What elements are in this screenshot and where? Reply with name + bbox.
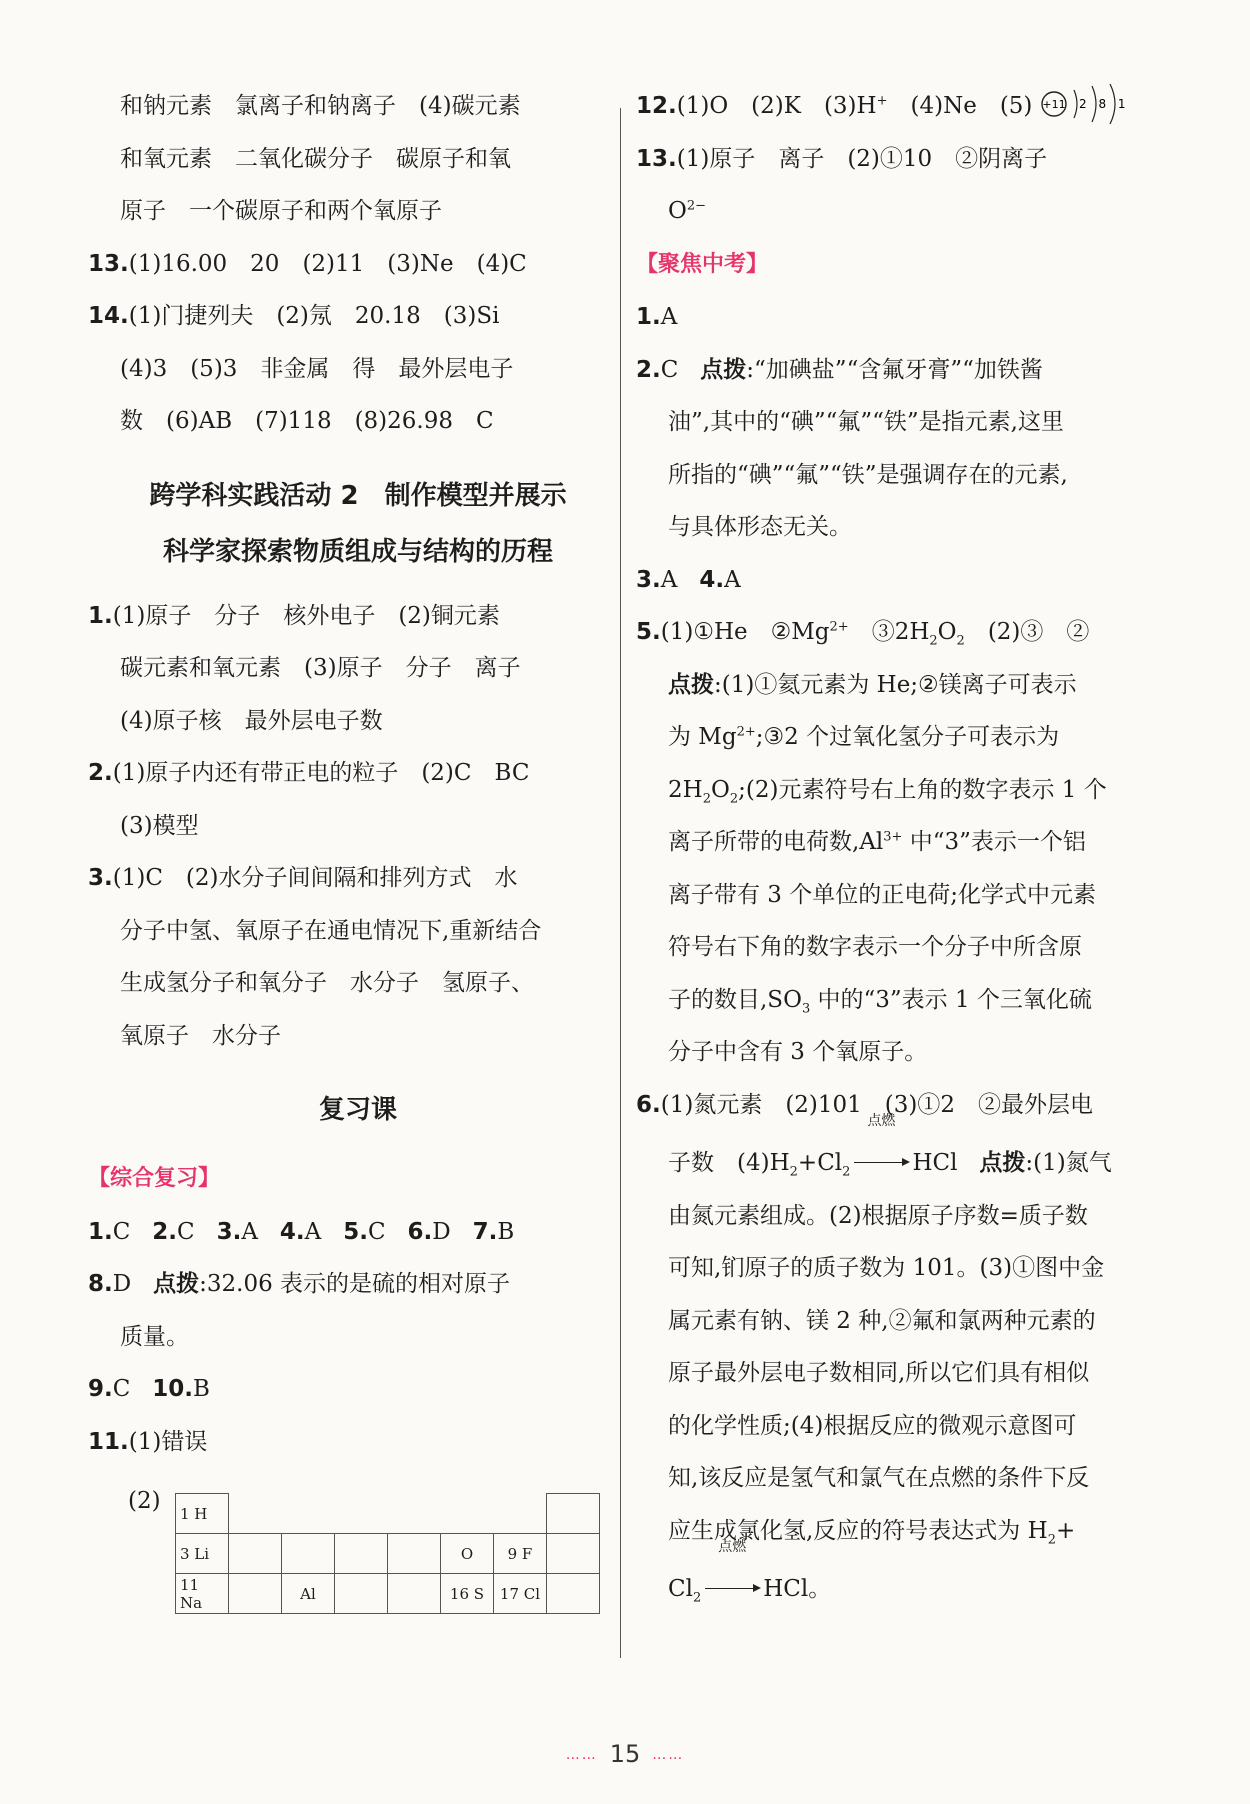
empty-cell (388, 1494, 441, 1534)
element-cell (547, 1534, 600, 1574)
answer-text: B (193, 1376, 210, 1402)
text-line: $2H_2O_2;(2)$元素符号右上角的数字表示 1 个 (668, 776, 1107, 807)
answer-text: C (177, 1218, 195, 1245)
review-title: 复习课 (318, 1095, 397, 1125)
atom-structure-icon (1040, 84, 1136, 124)
hint-label: 点拨 (668, 670, 714, 698)
question-number: 1. (88, 1218, 113, 1245)
answer-text: (1)O (2)K (3)H (676, 93, 877, 119)
hint-text: :“加碘盐”“含氟牙膏”“加铁酱 (746, 356, 1043, 383)
answer-text: HCl (912, 1150, 958, 1176)
answer-text: D (112, 1271, 132, 1297)
text-line: 所指的“碘”“氟”“铁”是强调存在的元素, (668, 461, 1068, 488)
question-number: 12. (636, 93, 677, 119)
focus-answers-3-4 (636, 554, 1166, 607)
answer-text: A (660, 566, 678, 593)
hint-label: 点拨 (153, 1270, 200, 1297)
answer-text: (1)C (2)水分子间间隔和排列方式 水 (112, 865, 518, 891)
answer-text: C (112, 1376, 131, 1402)
text-line: 生成氢分子和氧分子 水分子 氢原子、 (120, 970, 534, 996)
question-number: 3. (216, 1218, 242, 1245)
review-tag: 【综合复习】 (88, 1166, 221, 1191)
answer-text: ③2H (848, 619, 930, 645)
text-line: (4)原子核 最外层电子数 (120, 707, 383, 734)
question-number: 13. (88, 250, 129, 277)
focus-answer-2 (636, 344, 1166, 397)
hint-label: 点拨 (700, 355, 747, 383)
answer-text: (1)门捷列夫 (2)氖 20.18 (3)Si (128, 303, 500, 329)
text-line: 分子中含有 3 个氧原子。 (668, 1039, 928, 1065)
text-line (636, 711, 1166, 764)
text-line (636, 816, 1166, 869)
text-line: 数 (6)AB (7)118 (8)26.98 C (120, 408, 494, 434)
hint-text: O (710, 776, 730, 803)
superscript: 3+ (883, 829, 903, 845)
svg-text:+11: +11 (1042, 98, 1066, 111)
element-cell: Al (282, 1574, 335, 1614)
element-cell: 16 S (441, 1574, 494, 1614)
element-cell: 9 F (494, 1534, 547, 1574)
answer-text: (1)原子 离子 (2)①10 ②阴离子 (676, 145, 1048, 172)
question-number: 2. (636, 356, 661, 383)
text-line (636, 185, 1166, 238)
text-line: $Cl_2$ 点燃 HCl。 (636, 1557, 1166, 1616)
element-cell (229, 1534, 282, 1574)
empty-cell (282, 1494, 335, 1534)
hint-text: 离子所带的电荷数,Al (668, 829, 884, 855)
question-number: 4. (279, 1218, 305, 1245)
text-line: (4)3 (5)3 非金属 得 最外层电子 (120, 355, 514, 382)
question-number: 5. (636, 619, 661, 645)
question-number: 3. (636, 566, 661, 593)
question-number: 1. (88, 602, 113, 629)
hint-text: Cl (668, 1576, 693, 1602)
text-line: 子数 $(4)H_2+Cl_2$ 点燃 HCl 点拨:(1)氮气 (636, 1131, 1166, 1190)
answer-text: (2)③ ② (964, 619, 1090, 645)
review-answer-8 (88, 1258, 628, 1311)
answer-text: +Cl (797, 1150, 843, 1176)
answer-text: A (724, 566, 741, 593)
question-number: 3. (88, 865, 113, 891)
answer-text: (4)Ne (5) (887, 93, 1033, 119)
footer-dots-left: …… (565, 1747, 598, 1763)
answer-text: (1)①He ②Mg (660, 619, 830, 645)
periodic-table-fragment (175, 1493, 600, 1614)
review-answer-11 (88, 1416, 628, 1469)
answer-13 (88, 238, 628, 291)
hint-text: 为 Mg (668, 724, 737, 750)
element-cell (335, 1574, 388, 1614)
element-cell (229, 1574, 282, 1614)
right-column (636, 80, 1166, 1616)
answer-text: C (367, 1218, 386, 1245)
question-number: 4. (699, 566, 725, 593)
section-tag (636, 238, 1166, 292)
empty-cell (494, 1494, 547, 1534)
element-cell (282, 1534, 335, 1574)
element-cell: 17 Cl (494, 1574, 547, 1614)
text-line: 的化学性质;(4)根据反应的微观示意图可 (668, 1412, 1077, 1439)
question-number: 11. (88, 1428, 129, 1455)
text-line: 子的数目$,SO_3$ 中的“3”表示 1 个三氧化硫 (668, 986, 1092, 1017)
formula: O (668, 198, 687, 224)
text-line: 碳元素和氧元素 (3)原子 分子 离子 (120, 655, 521, 681)
hint-text: 2H (668, 776, 703, 803)
answer-text: O (937, 619, 957, 645)
element-cell: 3 Li (176, 1534, 229, 1574)
activity-answer-1 (88, 590, 628, 643)
focus-answer-5: 5.(1)①He $②Mg^{2+}$ $③2H_2O_2$ (2)③ ② (636, 619, 1090, 649)
question-number: 6. (407, 1218, 433, 1245)
hint-text: ;(2)元素符号右上角的数字表示 1 个 (738, 776, 1107, 803)
answer-text: D (432, 1218, 451, 1245)
text-line: 氧原子 水分子 (120, 1022, 281, 1049)
question-number: 14. (88, 303, 129, 329)
svg-text:2 8 1: 2 8 1 (1078, 97, 1126, 111)
text-line: 与具体形态无关。 (668, 514, 852, 540)
answer-text: A (241, 1218, 258, 1245)
reaction-arrow (852, 1113, 910, 1190)
text-line: 和氧元素 二氧化碳分子 碳原子和氧 (120, 145, 511, 172)
question-number: 7. (472, 1218, 498, 1245)
text-line: 由氮元素组成。(2)根据原子序数=质子数 (668, 1202, 1088, 1229)
text-line: 符号右下角的数字表示一个分子中所含原 (668, 934, 1082, 960)
hint-text: 中的“3”表示 1 个三氧化硫 (810, 986, 1092, 1013)
hint-text: ;③2 个过氧化氢分子可表示为 (755, 724, 1060, 750)
superscript: 2− (686, 198, 707, 214)
answer-text: B (497, 1218, 515, 1245)
text-line: 可知,钔原子的质子数为 101。(3)①图中金 (668, 1255, 1105, 1281)
left-column (88, 80, 628, 1468)
hint-text: 子的数目,SO (668, 986, 802, 1013)
section-tag (88, 1152, 628, 1206)
question-number: 6. (636, 1091, 661, 1118)
page-number: 15 (609, 1740, 641, 1768)
page-footer (0, 1740, 1250, 1768)
question-number: 10. (152, 1376, 194, 1402)
activity-answer-3 (88, 852, 628, 905)
activity-subtitle: 科学家探索物质组成与结构的历程 (162, 536, 553, 567)
question-number: 8. (88, 1271, 113, 1297)
element-cell (547, 1494, 600, 1534)
text-line: 原子 一个碳原子和两个氧原子 (120, 198, 442, 224)
text-line: 分子中氢、氧原子在通电情况下,重新结合 (120, 917, 542, 944)
text-line: 油”,其中的“碘”“氟”“铁”是指元素,这里 (668, 409, 1064, 435)
hint-text: :(1)氮气 (1025, 1150, 1112, 1176)
hint-text: :(1)①氦元素为 He;②镁离子可表示 (714, 671, 1077, 698)
answer-text: C (660, 356, 679, 383)
question-number: 2. (88, 760, 113, 786)
reaction-arrow (703, 1539, 761, 1616)
footer-dots-right: …… (652, 1747, 685, 1763)
text-line: 属元素有钠、镁 2 种,②氟和氯两种元素的 (668, 1307, 1096, 1334)
question-number: 9. (88, 1376, 113, 1402)
element-cell (388, 1574, 441, 1614)
superscript: + (876, 93, 888, 109)
reaction-condition: 点燃 (867, 1113, 896, 1129)
text-line (636, 659, 1166, 712)
text-line: 质量。 (120, 1323, 189, 1350)
sub-question-label: (2) (128, 1488, 161, 1514)
answer-text: (1)原子内还有带正电的粒子 (2)C BC (112, 760, 530, 786)
answer-13-right (636, 133, 1166, 186)
hint-text: :32.06 表示的是硫的相对原子 (199, 1271, 511, 1297)
text-line: (3)模型 (120, 812, 199, 839)
question-number: 2. (152, 1218, 178, 1245)
answer-12 (636, 80, 1166, 133)
activity-title: 跨学科实践活动 2 制作模型并展示 (149, 480, 567, 511)
focus-answer-1 (636, 291, 1166, 344)
element-cell (335, 1534, 388, 1574)
answer-14 (88, 290, 628, 343)
text-line: 知,该反应是氢气和氯气在点燃的条件下反 (668, 1465, 1090, 1491)
empty-cell (441, 1494, 494, 1534)
empty-cell (229, 1494, 282, 1534)
text-line: 原子最外层电子数相同,所以它们具有相似 (668, 1360, 1090, 1386)
answer-text: (1)原子 分子 核外电子 (2)铜元素 (112, 602, 500, 629)
empty-cell (335, 1494, 388, 1534)
answer-text: A (660, 304, 678, 330)
answer-text: A (304, 1218, 322, 1245)
answer-text: C (112, 1218, 131, 1245)
answer-text: (1)氮元素 (2)101 (3)①2 ②最外层电 (660, 1091, 1094, 1118)
question-number: 13. (636, 145, 677, 172)
text-line: 离子带有 3 个单位的正电荷;化学式中元素 (668, 881, 1097, 908)
element-cell: 1 H (176, 1494, 229, 1534)
review-answers-9-10 (88, 1363, 628, 1416)
question-number: 1. (636, 304, 661, 330)
superscript: 2+ (736, 724, 756, 740)
element-cell (388, 1534, 441, 1574)
text-line: 和钠元素 氯离子和钠离子 (4)碳元素 (120, 93, 521, 119)
superscript: 2+ (829, 619, 849, 635)
hint-text: + (1055, 1517, 1076, 1544)
hint-label: 点拨 (979, 1149, 1026, 1176)
element-cell: 11 Na (176, 1574, 229, 1614)
review-answers-1-7 (88, 1206, 628, 1259)
activity-answer-2 (88, 747, 628, 800)
answer-text: (1)16.00 20 (2)11 (3)Ne (4)C (128, 250, 527, 277)
answer-text: 子数 (4)H (668, 1150, 790, 1176)
hint-text: 应生成氯化氢,反应的符号表达式为 H (668, 1517, 1048, 1544)
hint-text: HCl。 (763, 1576, 832, 1602)
atom-structure-diagram (1040, 92, 1136, 122)
question-number: 5. (343, 1218, 368, 1245)
element-cell (547, 1574, 600, 1614)
hint-text: 中“3”表示一个铝 (902, 829, 1086, 855)
answer-text: (1)错误 (128, 1428, 208, 1455)
focus-tag: 【聚焦中考】 (636, 251, 769, 277)
reaction-condition: 点燃 (718, 1539, 747, 1555)
element-cell: O (441, 1534, 494, 1574)
text-line: 应生成氯化氢,反应的符号表达式为 $H_2+$ (668, 1517, 1076, 1548)
